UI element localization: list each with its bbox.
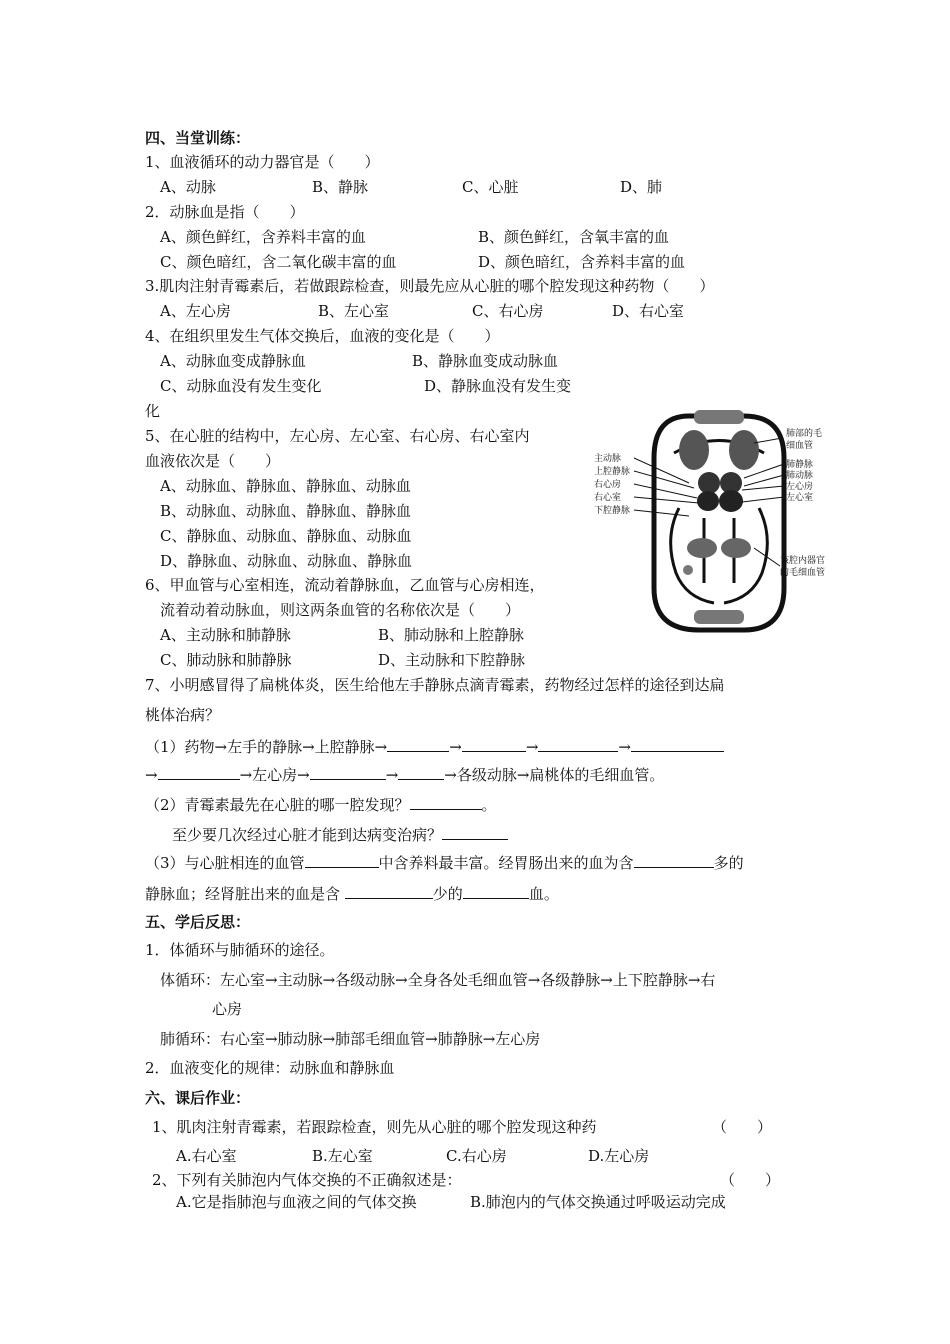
pulmonary-circulation: 肺循环：右心室→肺动脉→肺部毛细血管→肺静脉→左心房	[160, 1030, 541, 1048]
hw-q2-option-a: A.它是指肺泡与血液之间的气体交换	[176, 1193, 417, 1211]
q7-stem-line1: 7、小明感冒得了扁桃体炎，医生给他左手静脉点滴青霉素，药物经过怎样的途径到达扁	[145, 676, 725, 694]
answer-blank[interactable]	[631, 737, 724, 752]
label-left-ventricle: 左心室	[786, 493, 814, 503]
q3-option-c: C、右心房	[472, 302, 544, 320]
q5-stem-line1: 5、在心脏的结构中，左心房、左心室、右心房、右心室内	[145, 427, 530, 445]
q7-part1-line2	[145, 765, 664, 785]
q3-stem: 3.肌肉注射青霉素后，若做跟踪检查，则最先应从心脏的哪个腔发现这种药物（ ）	[145, 277, 715, 295]
q4-option-c: C、动脉血没有发生变化	[160, 377, 322, 395]
q6-option-b: B、肺动脉和上腔静脉	[378, 626, 525, 644]
q5-option-d: D、静脉血、动脉血、动脉血、静脉血	[160, 552, 413, 570]
hw-q2-option-b: B.肺泡内的气体交换通过呼吸运动完成	[470, 1193, 726, 1211]
hw-q2-stem: 2、下列有关肺泡内气体交换的不正确叙述是：	[152, 1171, 462, 1189]
reflection-item-1: 1．体循环与肺循环的途径。	[145, 941, 335, 959]
answer-blank[interactable]	[398, 765, 444, 780]
answer-blank[interactable]	[345, 884, 433, 899]
label-right-atrium: 右心房	[594, 480, 622, 490]
q4-option-d: D、静脉血没有发生变	[424, 377, 572, 395]
label-organ-capillaries-1: 该腔内器官	[780, 556, 826, 566]
q7-part3-text-2: 中含养料最丰富。经胃肠出来的血为含	[378, 854, 634, 872]
q7-part3-text-3: 多的	[713, 854, 744, 872]
answer-blank[interactable]	[387, 737, 449, 752]
q5-option-b: B、动脉血、动脉血、静脉血、静脉血	[160, 502, 412, 520]
q6-option-c: C、肺动脉和肺静脉	[160, 651, 292, 669]
q2-option-b: B、颜色鲜红，含氧丰富的血	[478, 228, 670, 246]
section-6-title: 六、课后作业：	[145, 1089, 251, 1107]
q2-option-a: A、颜色鲜红，含养料丰富的血	[160, 228, 366, 246]
systemic-circulation-line2: 心房	[212, 1000, 243, 1018]
q7-part3-text-5: 少的	[432, 885, 463, 903]
q2-option-d: D、颜色暗红，含养料丰富的血	[478, 253, 686, 271]
q5-option-a: A、动脉血、静脉血、静脉血、动脉血	[160, 477, 411, 495]
answer-blank[interactable]	[442, 825, 508, 840]
hw-q2-paren: （ ）	[720, 1171, 781, 1189]
arrow: →	[385, 766, 399, 784]
arrow: →	[145, 766, 158, 784]
q4-option-d-cont: 化	[145, 402, 161, 420]
q3-option-a: A、左心房	[160, 302, 231, 320]
answer-blank[interactable]	[634, 853, 714, 868]
q7-part3-line2	[145, 884, 559, 904]
answer-blank[interactable]	[310, 765, 386, 780]
q4-option-a: A、动脉血变成静脉血	[160, 352, 306, 370]
label-aorta: 主动脉	[594, 454, 622, 464]
q7-part2-line2	[172, 825, 508, 845]
q7-part3-text-1: （3）与心脏相连的血管	[145, 854, 305, 872]
answer-blank[interactable]	[158, 765, 240, 780]
q7-part2b-text: 至少要几次经过心脏才能到达病变治病？	[172, 826, 443, 844]
label-right-ventricle: 右心室	[594, 493, 622, 503]
q7-part3-text-4: 静脉血；经肾脏出来的血是含	[145, 885, 341, 903]
diagram-label-bottom	[780, 554, 825, 578]
answer-blank[interactable]	[462, 737, 526, 752]
q7-part1-line1	[145, 737, 724, 757]
q7-part3-text-6: 血。	[528, 885, 559, 903]
label-pulmonary-artery: 肺动脉	[786, 471, 814, 481]
body-organs	[683, 538, 751, 624]
q3-option-d: D、右心室	[612, 302, 685, 320]
q7-part1-left-atrium: →左心房→	[239, 766, 310, 784]
answer-blank[interactable]	[410, 795, 482, 810]
q6-option-d: D、主动脉和下腔静脉	[378, 651, 526, 669]
q7-part2-line1	[145, 795, 497, 815]
q5-stem-line2: 血液依次是（ ）	[145, 452, 281, 470]
answer-blank[interactable]	[538, 737, 618, 752]
q1-option-c: C、心脏	[462, 178, 519, 196]
label-lung-capillaries-2: 细血管	[786, 441, 814, 451]
section-4-title: 四、当堂训练：	[145, 129, 251, 147]
label-left-atrium: 左心房	[786, 482, 814, 492]
q6-stem-line1: 6、甲血管与心室相连，流动着静脉血，乙血管与心房相连，	[145, 576, 545, 594]
period: 。	[481, 796, 497, 814]
arrow: →	[525, 738, 539, 756]
hw-q1-stem: 1、肌肉注射青霉素，若跟踪检查，则先从心脏的哪个腔发现这种药	[152, 1118, 597, 1136]
heart	[697, 472, 743, 512]
answer-blank[interactable]	[463, 884, 529, 899]
label-inferior-vena-cava: 下腔静脉	[594, 506, 631, 516]
q3-option-b: B、左心室	[318, 302, 390, 320]
q5-option-c: C、静脉血、动脉血、静脉血、动脉血	[160, 527, 412, 545]
q7-part2-text: （2）青霉素最先在心脏的哪一腔发现？	[145, 796, 410, 814]
q2-stem: 2．动脉血是指（ ）	[145, 203, 305, 221]
hw-q1-paren: （ ）	[712, 1118, 773, 1136]
hw-q1-option-b: B.左心室	[312, 1147, 373, 1165]
q2-option-c: C、颜色暗红，含二氧化碳丰富的血	[160, 253, 397, 271]
q6-option-a: A、主动脉和肺静脉	[160, 626, 291, 644]
diagram-labels-right	[786, 427, 822, 503]
reflection-item-2: 2．血液变化的规律：动脉血和静脉血	[145, 1059, 395, 1077]
q6-stem-line2: 流着动着动脉血，则这两条血管的名称依次是（ ）	[160, 601, 521, 619]
section-5-title: 五、学后反思：	[145, 913, 251, 931]
label-lung-capillaries-1: 肺部的毛	[786, 429, 823, 439]
q4-stem: 4、在组织里发生气体交换后，血液的变化是（ ）	[145, 327, 500, 345]
arrow: →	[449, 738, 462, 756]
label-pulmonary-vein: 肺静脉	[786, 460, 814, 470]
label-organ-capillaries-2: 的毛细血管	[780, 568, 826, 578]
q7-part1-text: （1）药物→左手的静脉→上腔静脉→	[145, 738, 388, 756]
q4-option-b: B、静脉血变成动脉血	[412, 352, 559, 370]
hw-q1-option-d: D.左心房	[588, 1147, 650, 1165]
hw-q1-option-a: A.右心室	[176, 1147, 237, 1165]
q1-option-b: B、静脉	[312, 178, 369, 196]
q7-part3-line1	[145, 853, 744, 873]
diagram-labels-left	[594, 452, 630, 516]
q1-option-a: A、动脉	[160, 178, 216, 196]
q1-option-d: D、肺	[620, 178, 663, 196]
blood-circulation-diagram	[594, 398, 852, 638]
q1-stem: 1、血液循环的动力器官是（ ）	[145, 153, 380, 171]
q7-part1-end: →各级动脉→扁桃体的毛细血管。	[444, 766, 665, 784]
label-superior-vena-cava: 上腔静脉	[594, 467, 631, 477]
hw-q1-option-c: C.右心房	[446, 1147, 507, 1165]
arrow: →	[618, 738, 631, 756]
answer-blank[interactable]	[305, 853, 379, 868]
systemic-circulation-line1: 体循环：左心室→主动脉→各级动脉→全身各处毛细血管→各级静脉→上下腔静脉→右	[160, 971, 716, 989]
q7-stem-line2: 桃体治病？	[145, 706, 221, 724]
